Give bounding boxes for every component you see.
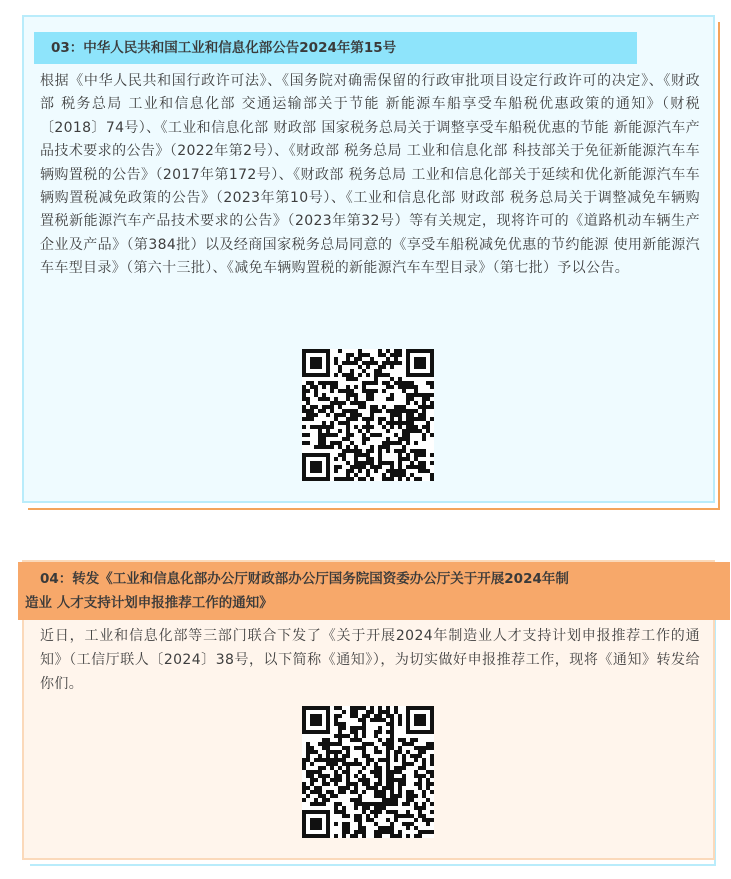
section-04-body: 近日，工业和信息化部等三部门联合下发了《关于开展2024年制造业人才支持计划申报推荐工作的通知》（工信厅联人〔2024〕38号，以下简称《通知》），为切实做好申报推荐工作，现将《通知》转发给你们。 xyxy=(40,628,700,692)
section-04-card xyxy=(22,560,715,860)
qr-code-icon[interactable] xyxy=(302,706,434,838)
section-04-title-line2: 造业 人才支持计划申报推荐工作的通知》 xyxy=(25,595,273,611)
section-03-title: 03：中华人民共和国工业和信息化部公告2024年第15号 xyxy=(34,32,637,64)
section-04-title xyxy=(18,562,730,620)
section-03-body: 根据《中华人民共和国行政许可法》、《国务院对确需保留的行政审批项目设定行政许可的决定》、《财政部 税务总局 工业和信息化部 交通运输部关于节能 新能源车船享受车船税优惠政策的通知》（财税〔2018〕74号）、《工业和信息化部 财政部 国家税务总局关于调整享受车船税优惠的节能 新能源汽车产品技术要求的公告》（2022年第2号）、《财政部 税务总局 工业和信息化部 科技部关于免征新能源汽车车辆购置税的公告》（2017年第172号）、《财政部 税务总局 工业和信息化部关于延续和优化新能源汽车车辆购置税减免政策的公告》（2023年第10号）、《工业和信息化部 财政部 税务总局关于调整减免车辆购置税新能源汽车产品技术要求的公告》（2023年第32号）等有关规定，现将许可的《道路机动车辆生产企业及产品》（第384批）以及经商国家税务总局同意的《享受车船税减免优惠的节约能源 使用新能源汽车车型目录》（第六十三批）、《减免车辆购置税的新能源汽车车型目录》（第七批）予以公告。 xyxy=(40,73,700,277)
section-03-card xyxy=(22,15,715,503)
qr-code-icon[interactable] xyxy=(302,349,434,481)
section-04-title-line1: 04：转发《工业和信息化部办公厅财政部办公厅国务院国资委办公厅关于开展2024年制 xyxy=(40,571,569,587)
